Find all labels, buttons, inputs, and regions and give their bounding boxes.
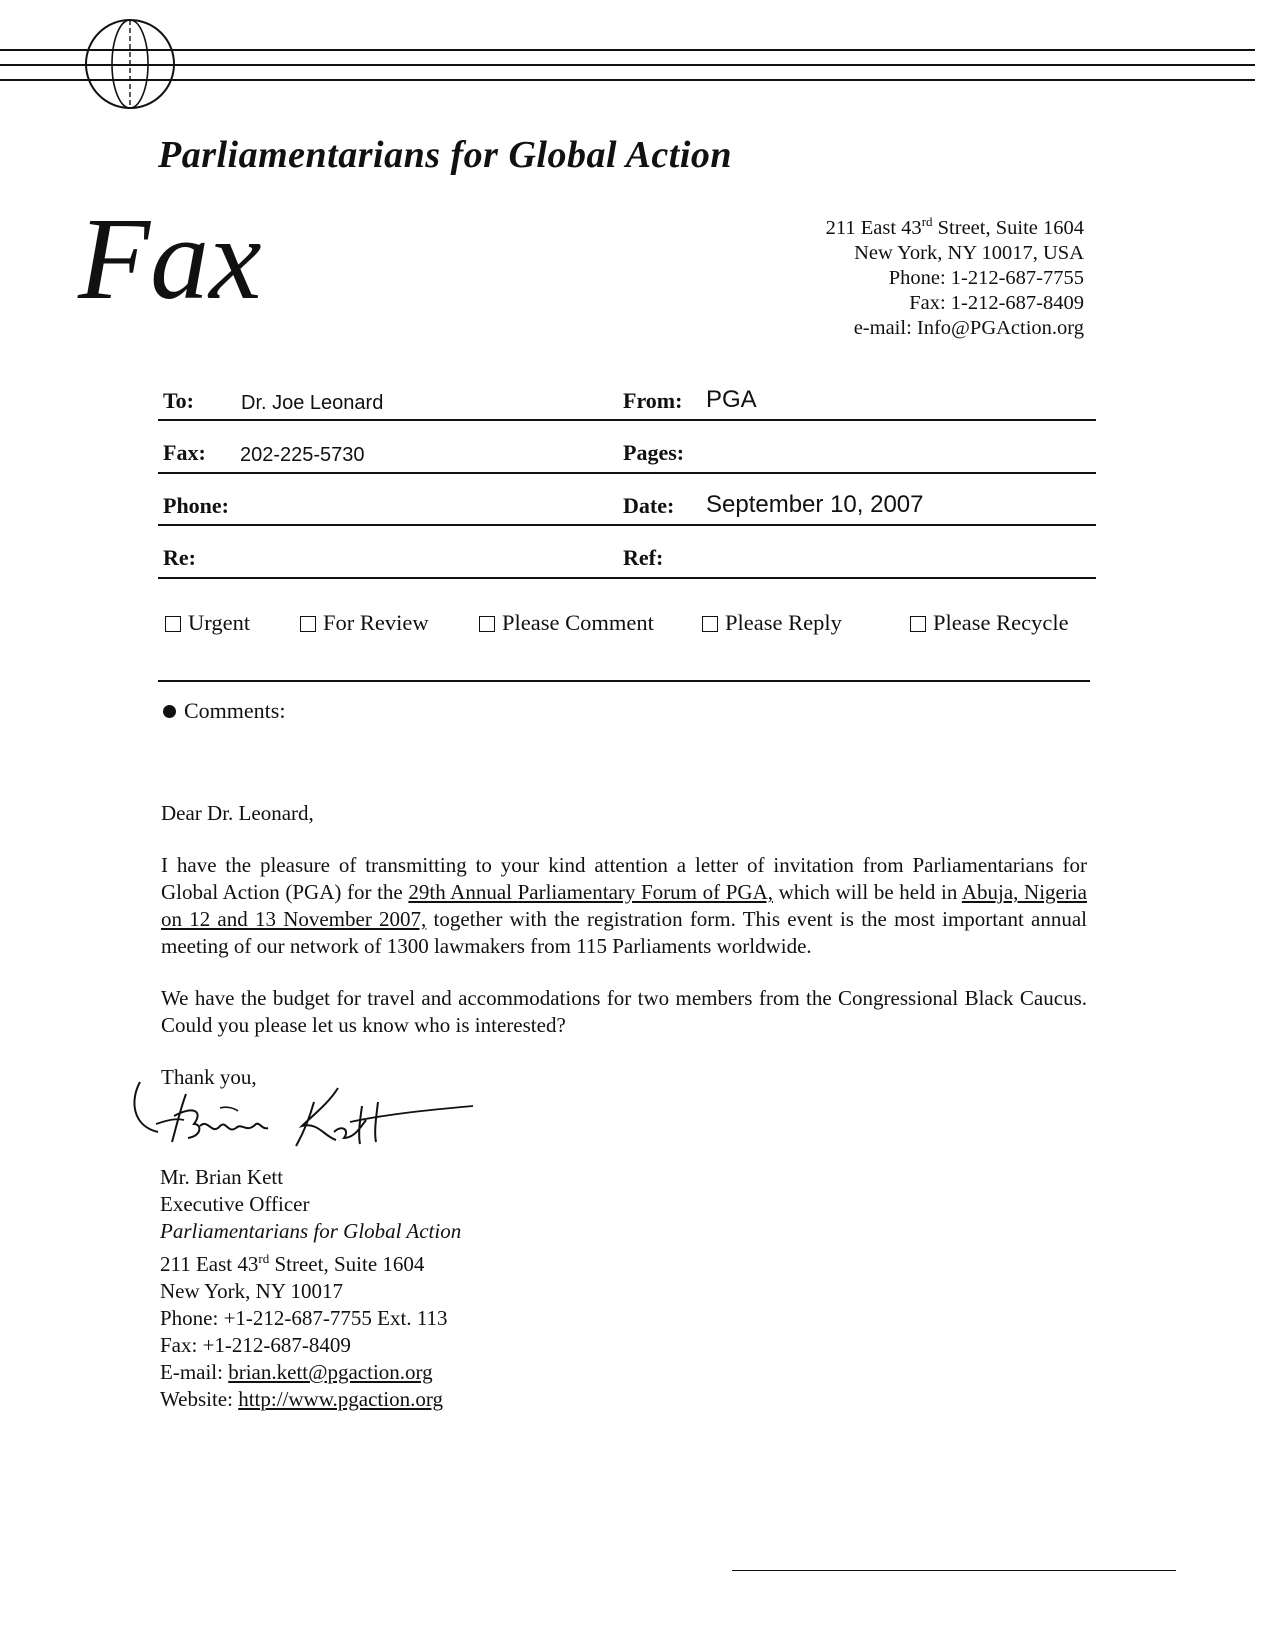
checkbox-icon	[479, 616, 495, 632]
checkbox-label: Please Comment	[502, 610, 654, 635]
re-label: Re:	[163, 545, 196, 570]
ref-label: Ref:	[623, 545, 664, 570]
checkbox-label: Please Recycle	[933, 610, 1069, 635]
checkbox-icon	[165, 616, 181, 632]
sender-street-sup: rd	[258, 1251, 270, 1266]
address-street-sup: rd	[921, 214, 933, 229]
please-comment-checkbox[interactable]	[479, 610, 654, 636]
sender-street-rest: Street, Suite 1604	[269, 1252, 425, 1276]
to-from-rule	[158, 419, 1096, 421]
date-value: September 10, 2007	[706, 491, 924, 518]
checkbox-icon	[702, 616, 718, 632]
closing: Thank you,	[161, 1065, 257, 1089]
sender-phone: Phone: +1-212-687-7755 Ext. 113	[160, 1306, 448, 1330]
pages-label: Pages:	[623, 440, 685, 465]
address-street-rest: Street, Suite 1604	[932, 216, 1084, 239]
email-label: E-mail:	[160, 1360, 229, 1384]
urgent-checkbox[interactable]	[165, 610, 250, 636]
address-city: New York, NY 10017, USA	[854, 241, 1084, 264]
signature-image	[128, 1080, 488, 1160]
fax-value: 202-225-5730	[240, 444, 365, 466]
sender-name: Mr. Brian Kett	[160, 1165, 284, 1189]
venue-link-text: Abuja, Nigeria on 12 and 13 November 2007,	[161, 880, 1087, 931]
sender-street: 211 East 43	[160, 1252, 259, 1276]
fax-pages-rule	[158, 472, 1096, 474]
address-email: e-mail: Info@PGAction.org	[853, 316, 1084, 339]
organization-name: Parliamentarians for Global Action	[158, 134, 733, 176]
checkbox-icon	[300, 616, 316, 632]
fax-title: Fax	[78, 193, 262, 324]
address-fax: Fax: 1-212-687-8409	[909, 291, 1084, 314]
to-label: To:	[163, 388, 194, 413]
from-value: PGA	[706, 386, 757, 413]
paragraph-1-text-b: which will be held in	[773, 880, 962, 904]
re-ref-rule	[158, 577, 1096, 579]
paragraph-1-text-c: together with the registration form. This event is the most important annual meeting of our network of 1300 lawmakers from 115 Parliaments worldwide.	[161, 907, 1087, 958]
phone-date-rule	[158, 524, 1096, 526]
letter-paragraph-2: We have the budget for travel and accommodations for two members from the Congressional Black Caucus. Could you please let us know who is interested?	[161, 986, 1087, 1037]
address-phone: Phone: 1-212-687-7755	[888, 266, 1084, 289]
checkbox-label: For Review	[323, 610, 429, 635]
bullet-icon	[163, 705, 176, 718]
phone-label: Phone:	[163, 493, 229, 518]
fax-label: Fax:	[163, 440, 206, 465]
checkbox-icon	[910, 616, 926, 632]
sender-fax: Fax: +1-212-687-8409	[160, 1333, 351, 1357]
sender-position: Executive Officer	[160, 1192, 310, 1216]
website-link[interactable]: http://www.pgaction.org	[238, 1387, 443, 1411]
footer-rule	[732, 1570, 1176, 1571]
from-label: From:	[623, 388, 683, 413]
address-street: 211 East 43	[825, 216, 922, 239]
please-reply-checkbox[interactable]	[702, 610, 842, 636]
date-label: Date:	[623, 493, 675, 518]
globe-icon	[0, 14, 1280, 124]
letter-paragraph-1	[161, 852, 1087, 960]
checkbox-label: Please Reply	[725, 610, 842, 635]
salutation: Dear Dr. Leonard,	[161, 801, 314, 825]
forum-link-text: 29th Annual Parliamentary Forum of PGA,	[408, 880, 773, 904]
comments-label: Comments:	[184, 698, 286, 723]
paragraph-1-text-a: I have the pleasure of transmitting to your kind attention a letter of invitation from Parliamentarians for Global Action (PGA) for the	[161, 853, 1087, 904]
to-value: Dr. Joe Leonard	[241, 392, 384, 414]
checkbox-label: Urgent	[188, 610, 251, 635]
sender-city: New York, NY 10017	[160, 1279, 343, 1303]
signature-block	[160, 1164, 461, 1413]
sender-address	[826, 209, 1084, 341]
please-recycle-checkbox[interactable]	[910, 610, 1069, 636]
website-label: Website:	[160, 1387, 239, 1411]
sender-organization: Parliamentarians for Global Action	[160, 1219, 462, 1243]
email-link[interactable]: brian.kett@pgaction.org	[228, 1360, 433, 1384]
for-review-checkbox[interactable]	[300, 610, 429, 636]
checkbox-rule	[158, 680, 1090, 682]
comments-heading	[163, 698, 285, 724]
